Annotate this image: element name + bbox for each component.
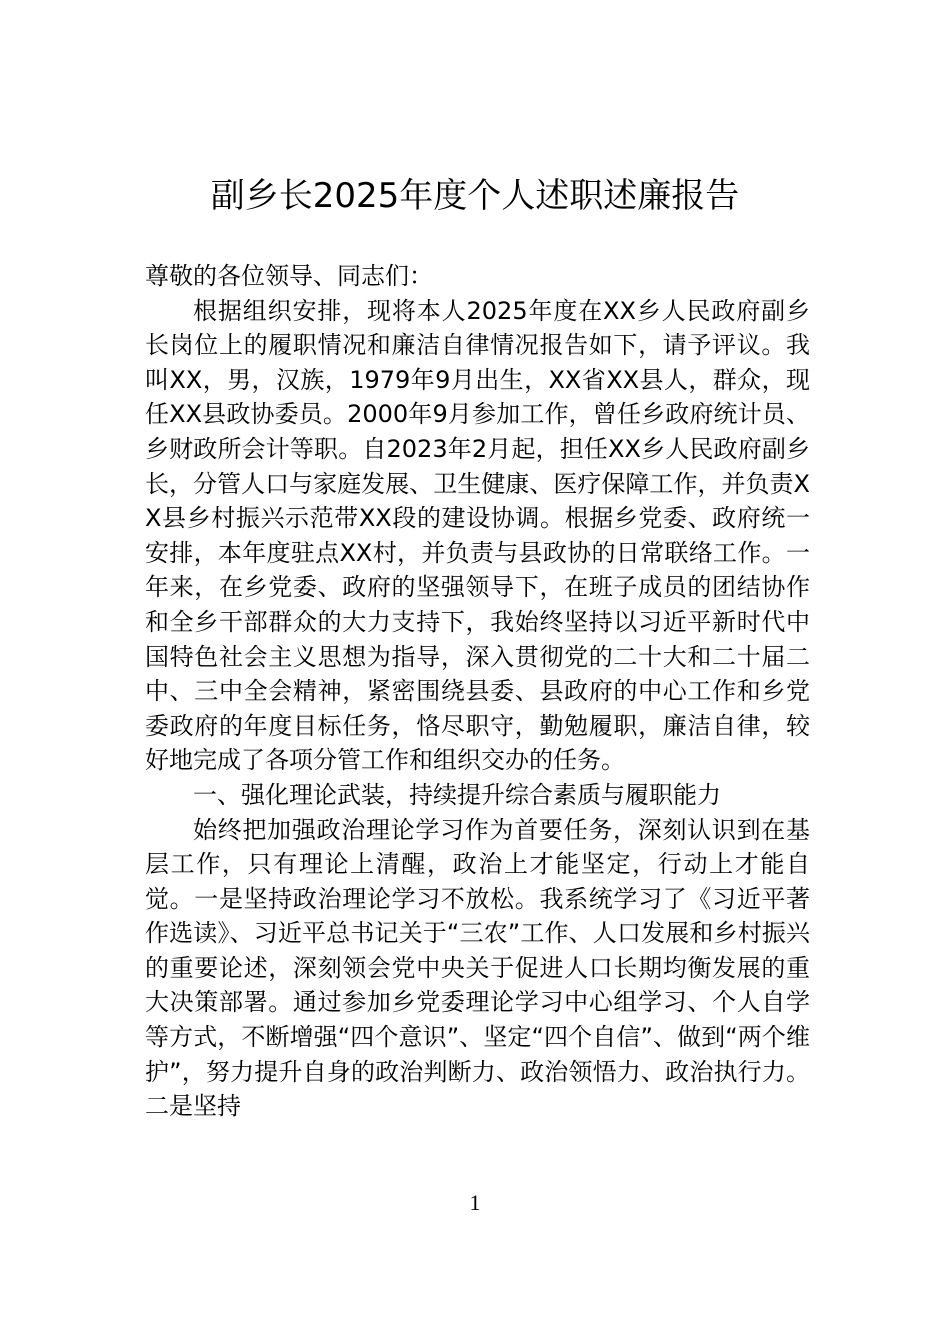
page-number: 1 [469,1190,481,1215]
document-body [145,259,810,1124]
document-title: 副乡长2025年度个人述职述廉报告 [210,176,740,216]
section-paragraph: 始终把加强政治理论学习作为首要任务，深刻认识到在基层工作，只有理论上清醒，政治上才能坚定，行动上才能自觉。一是坚持政治理论学习不放松。我系统学习了《习近平著作选读》、习近平总书记关于“三农”工作、人口发展和乡村振兴的重要论述，深刻领会党中央关于促进人口长期均衡发展的重大决策部署。通过参加乡党委理论学习中心组学习、个人自学等方式，不断增强“四个意识”、坚定“四个自信”、做到“两个维护”，努力提升自身的政治判断力、政治领悟力、政治执行力。二是坚持 [145,815,810,1121]
intro-paragraph: 根据组织安排，现将本人2025年度在XX乡人民政府副乡长岗位上的履职情况和廉洁自律情况报告如下，请予评议。我叫XX，男，汉族，1979年9月出生，XX省XX县人，群众，现任XX县政协委员。2000年9月参加工作，曾任乡政府统计员、乡财政所会计等职。自2023年2月起，担任XX乡人民政府副乡长，分管人口与家庭发展、卫生健康、医疗保障工作，并负责XX县乡村振兴示范带XX段的建设协调。根据乡党委、政府统一安排，本年度驻点XX村，并负责与县政协的日常联络工作。一年来，在乡党委、政府的坚强领导下，在班子成员的团结协作和全乡干部群众的大力支持下，我始终坚持以习近平新时代中国特色社会主义思想为指导，深入贯彻党的二十大和二十届二中、三中全会精神，紧密围绕县委、县政府的中心工作和乡党委政府的年度目标任务，恪尽职守，勤勉履职，廉洁自律，较好地完成了各项分管工作和组织交办的任务。 [145,296,810,775]
salutation: 尊敬的各位领导、同志们： [145,262,433,290]
section-heading: 一、强化理论武装，持续提升综合素质与履职能力 [193,780,721,809]
